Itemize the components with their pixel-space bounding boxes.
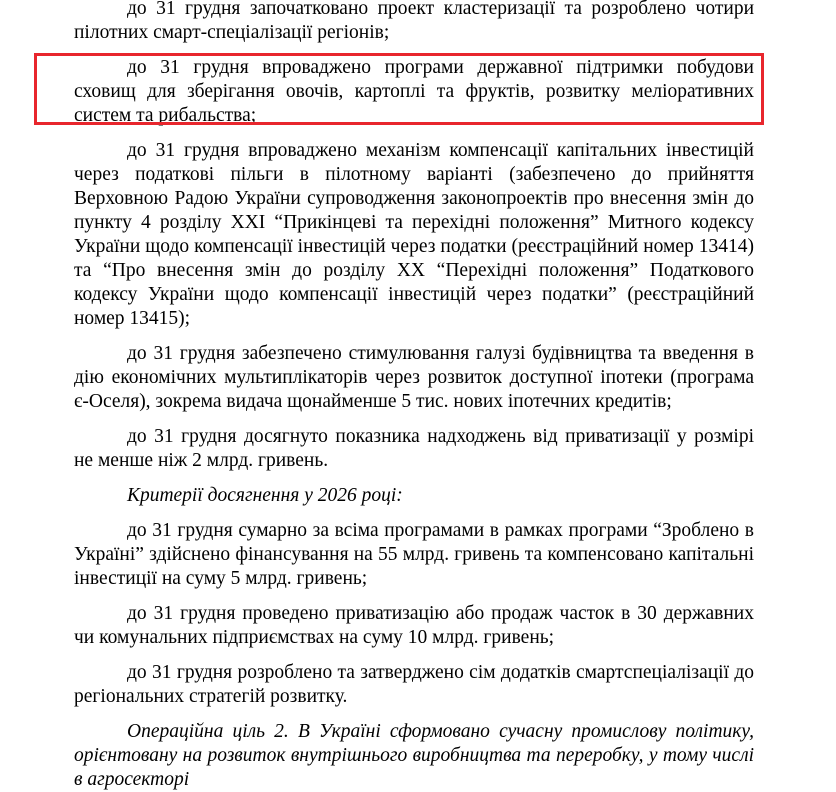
- section-heading-criteria: Критерії досягнення у 2026 році:: [127, 485, 403, 506]
- paragraph-3: до 31 грудня впроваджено механізм компенсації капітальних інвестицій через податкові пільги в пілотному варіанті (забезпечено до прийняття Верховною Радою України супроводження законопроектів про внесення змін до пункту 4 розділу XXI “Прикінцеві та перехідні положення” Митного кодексу України щодо компенсації інвестицій через податки (реєстраційний номер 13414) та “Про внесення змін до розділу XX “Перехідні положення” Податкового кодексу України щодо компенсації інвестицій через податки” (реєстраційний номер 13415);: [74, 140, 754, 329]
- paragraph-2-highlighted: до 31 грудня впроваджено програми державної підтримки побудови сховищ для зберігання овочів, картоплі та фруктів, розвитку меліоративних систем та рибальства;: [74, 57, 754, 126]
- paragraph-9: до 31 грудня розроблено та затверджено сім додатків смартспеціалізації до регіональних стратегій розвитку.: [74, 662, 754, 707]
- operational-goal-heading: Операційна ціль 2. В Україні сформовано сучасну промислову політику, орієнтовану на розвиток внутрішнього виробництва та переробку, у тому числі в агросекторі: [74, 721, 754, 790]
- paragraph-7: до 31 грудня сумарно за всіма програмами в рамках програми “Зроблено в Україні” здійснено фінансування на 55 млрд. гривень та компенсовано капітальні інвестиції на суму 5 млрд. гривень;: [74, 520, 754, 589]
- paragraph-8: до 31 грудня проведено приватизацію або продаж часток в 30 державних чи комунальних підприємствах на суму 10 млрд. гривень;: [74, 603, 754, 648]
- paragraph-1: до 31 грудня започатковано проект кластеризації та розроблено чотири пілотних смарт-спеціалізації регіонів;: [74, 0, 754, 43]
- document-page: [74, 0, 754, 792]
- paragraph-5: до 31 грудня досягнуто показника надходжень від приватизації у розмірі не менше ніж 2 млрд. гривень.: [74, 426, 754, 471]
- paragraph-4: до 31 грудня забезпечено стимулювання галузі будівництва та введення в дію економічних мультиплікаторів через розвиток доступної іпотеки (програма є-Оселя), зокрема видача щонайменше 5 тис. нових іпотечних кредитів;: [74, 343, 754, 412]
